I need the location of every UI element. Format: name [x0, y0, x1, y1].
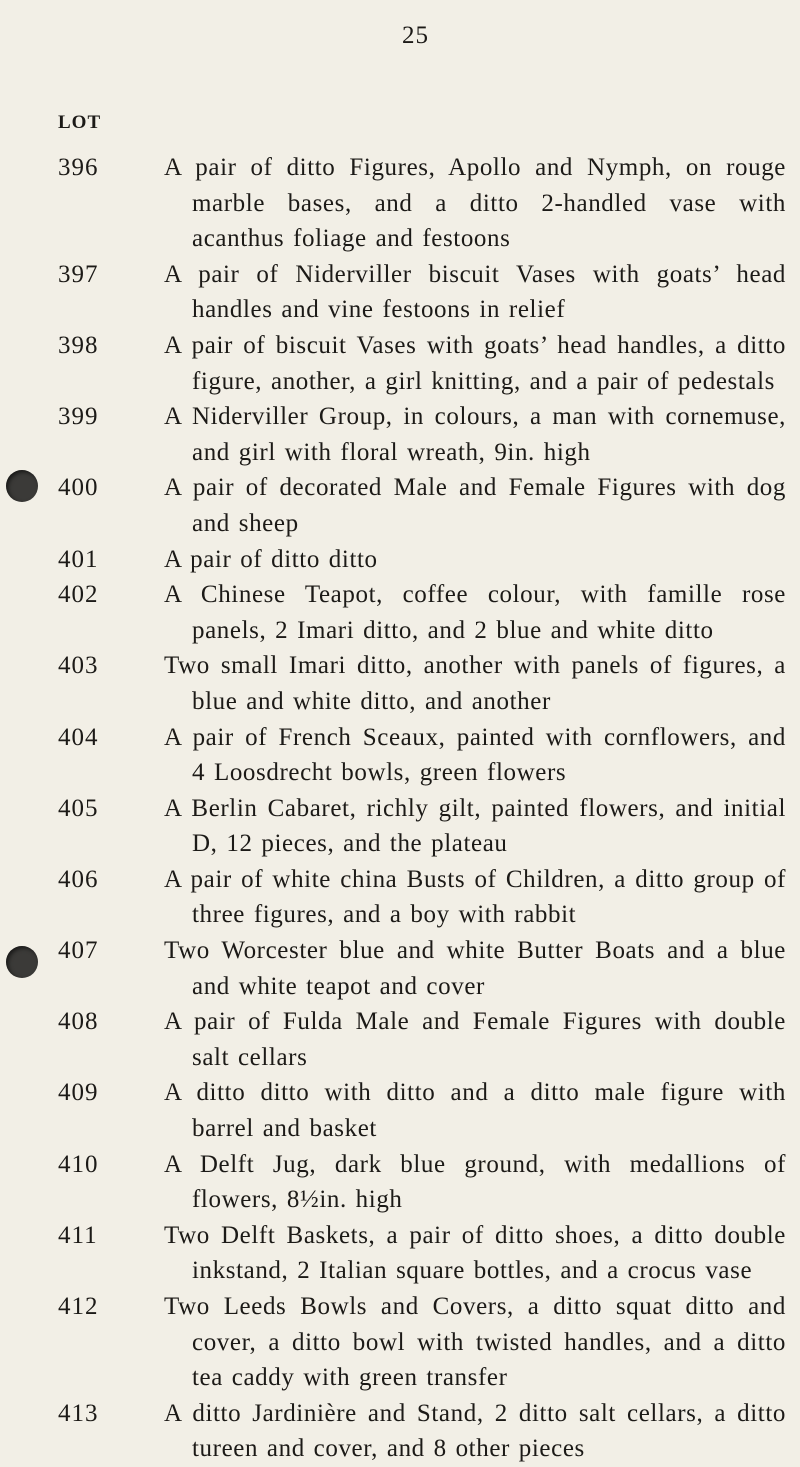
lot-number: 404	[58, 723, 99, 751]
lot-entry	[0, 257, 800, 328]
lot-entry	[0, 1396, 800, 1467]
lot-description	[164, 1289, 786, 1396]
lot-description-text: A Niderviller Group, in colours, a man with cornemuse, and girl with floral wreath, 9in. high	[164, 403, 786, 466]
lot-description-text: Two small Imari ditto, another with panels of figures, a blue and white ditto, and another	[164, 652, 786, 715]
lot-entry	[0, 399, 800, 470]
lot-number: 409	[58, 1079, 99, 1107]
lot-number: 402	[58, 581, 99, 609]
lot-number: 411	[58, 1221, 98, 1249]
lot-description-text: A pair of ditto ditto	[164, 545, 378, 573]
lot-entry	[0, 791, 800, 862]
lot-number: 405	[58, 794, 99, 822]
lot-description	[164, 791, 786, 862]
lot-number: 407	[58, 937, 99, 965]
lot-description-text: A ditto ditto with ditto and a ditto male figure with barrel and basket	[164, 1079, 786, 1143]
lot-entry	[0, 542, 800, 578]
lot-entry	[0, 577, 800, 648]
lot-description-text: A pair of Niderviller biscuit Vases with goats’ head handles and vine festoons in relief	[164, 260, 786, 324]
lot-description	[164, 1004, 786, 1075]
lot-description-text: A ditto Jardinière and Stand, 2 ditto salt cellars, a ditto tureen and cover, and 8 other pieces	[164, 1399, 786, 1463]
lot-description	[164, 1396, 786, 1467]
lot-description	[164, 648, 786, 719]
lot-entry	[0, 1218, 800, 1289]
lot-number: 401	[58, 545, 99, 573]
lot-description	[164, 862, 786, 933]
lot-description	[164, 720, 786, 791]
lot-entry	[0, 1075, 800, 1146]
lot-description-text: Two Worcester blue and white Butter Boats and a blue and white teapot and cover	[164, 937, 786, 1000]
lot-entry	[0, 1289, 800, 1396]
lot-number: 399	[58, 403, 99, 431]
lot-number: 406	[58, 865, 99, 893]
lot-entry	[0, 720, 800, 791]
lot-description	[164, 1075, 786, 1146]
lot-description	[164, 328, 786, 399]
lot-description-text: A pair of ditto Figures, Apollo and Nymph, on rouge marble bases, and a ditto 2-handled vase with acanthus foliage and festoons	[164, 154, 786, 253]
lot-description-text: A pair of biscuit Vases with goats’ head handles, a ditto figure, another, a girl knitting, and a pair of pedestals	[164, 331, 786, 395]
lot-number: 412	[58, 1293, 99, 1320]
lot-number: 398	[58, 331, 99, 359]
lot-description-text: A pair of decorated Male and Female Figures with dog and sheep	[164, 474, 786, 537]
lot-number: 400	[58, 474, 99, 502]
lot-description	[164, 1147, 786, 1218]
lot-entry	[0, 648, 800, 719]
lot-entry	[0, 1147, 800, 1218]
lot-description	[164, 933, 786, 1004]
lot-entry	[0, 862, 800, 933]
lot-entry	[0, 1004, 800, 1075]
lot-description-text: Two Delft Baskets, a pair of ditto shoes, a ditto double inkstand, 2 Italian square bottles, and a crocus vase	[164, 1221, 786, 1285]
lot-number: 413	[58, 1399, 99, 1427]
lot-list	[0, 150, 800, 1467]
lot-entry	[0, 933, 800, 1004]
lot-entry	[0, 328, 800, 399]
lot-number: 396	[58, 154, 99, 181]
lot-number: 410	[58, 1150, 99, 1178]
lot-description	[164, 399, 786, 470]
lot-description-text: A pair of white china Busts of Children, a ditto group of three figures, and a boy with rabbit	[164, 865, 786, 929]
lot-description-text: Two Leeds Bowls and Covers, a ditto squat ditto and cover, a ditto bowl with twisted handles, and a ditto tea caddy with green transfer	[164, 1293, 786, 1392]
lot-description	[164, 542, 786, 578]
lot-description-text: A Berlin Cabaret, richly gilt, painted flowers, and initial D, 12 pieces, and the plateau	[164, 794, 786, 858]
lot-description	[164, 470, 786, 541]
lot-description-text: A pair of Fulda Male and Female Figures with double salt cellars	[164, 1008, 786, 1071]
lot-description	[164, 1218, 786, 1289]
page-number: 25	[402, 22, 429, 49]
lot-column-header: LOT	[58, 112, 102, 133]
lot-description-text: A pair of French Sceaux, painted with cornflowers, and 4 Loosdrecht bowls, green flowers	[164, 723, 786, 787]
lot-description	[164, 257, 786, 328]
lot-description-text: A Delft Jug, dark blue ground, with medallions of flowers, 8½in. high	[164, 1150, 786, 1214]
lot-number: 397	[58, 260, 99, 288]
lot-description	[164, 150, 786, 257]
lot-description	[164, 577, 786, 648]
lot-description-text: A Chinese Teapot, coffee colour, with famille rose panels, 2 Imari ditto, and 2 blue and white ditto	[164, 581, 786, 644]
lot-entry	[0, 150, 800, 257]
lot-number: 408	[58, 1008, 99, 1036]
lot-number: 403	[58, 652, 99, 680]
lot-entry	[0, 470, 800, 541]
